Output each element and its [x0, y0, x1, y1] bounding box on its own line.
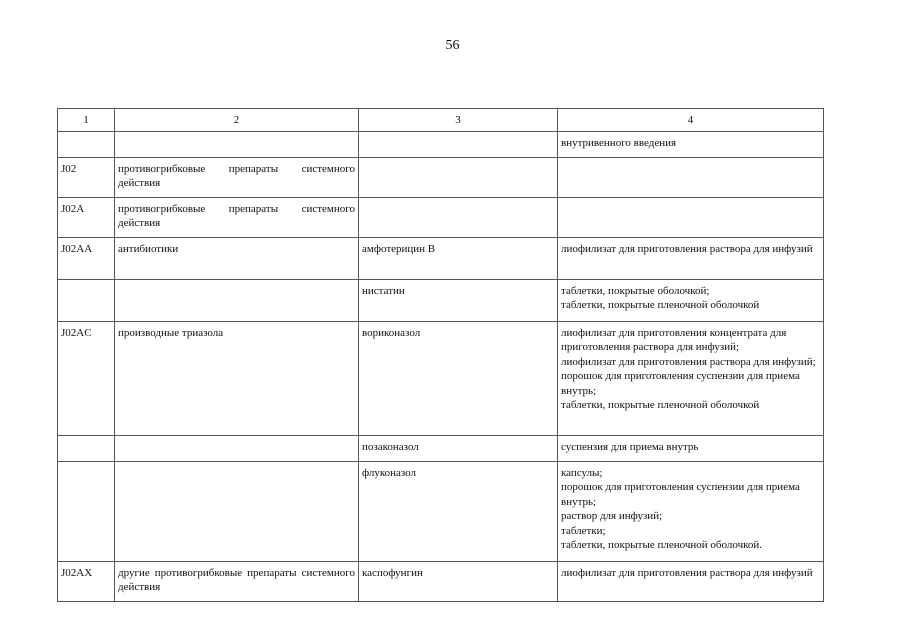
- column-header-2: 2: [115, 109, 359, 132]
- group-cell: [115, 435, 359, 461]
- group-cell: противогрибковые препараты системного действия: [115, 157, 359, 197]
- drug-name-cell: амфотерицин В: [359, 237, 558, 279]
- dosage-form-line: порошок для приготовления суспензии для приема внутрь;: [561, 481, 800, 508]
- group-cell: противогрибковые препараты системного действия: [115, 197, 359, 237]
- table-row: [58, 237, 824, 279]
- group-cell: антибиотики: [115, 237, 359, 279]
- dosage-forms-cell: [558, 279, 824, 321]
- atc-code-cell: [58, 435, 115, 461]
- drug-name-cell: [359, 157, 558, 197]
- column-header-3: 3: [359, 109, 558, 132]
- dosage-form-line: лиофилизат для приготовления концентрата для приготовления раствора для инфузий;: [561, 326, 787, 353]
- table-header-row: [58, 109, 824, 132]
- dosage-forms-cell: [558, 561, 824, 601]
- dosage-form-line: таблетки, покрытые оболочкой;: [561, 284, 710, 297]
- drug-name-cell: позаконазол: [359, 435, 558, 461]
- dosage-form-line: таблетки, покрытые пленочной оболочкой.: [561, 539, 763, 551]
- atc-code-cell: [58, 461, 115, 561]
- dosage-form-line: лиофилизат для приготовления раствора для инфузий: [561, 566, 813, 579]
- atc-code-cell: J02AX: [58, 561, 115, 601]
- group-cell: [115, 131, 359, 157]
- atc-code-cell: [58, 131, 115, 157]
- table-body: [58, 131, 824, 601]
- dosage-forms-cell: [558, 321, 824, 435]
- table-row: [58, 435, 824, 461]
- dosage-form-line: раствор для инфузий;: [561, 510, 663, 522]
- dosage-form-line: порошок для приготовления суспензии для приема внутрь;: [561, 370, 800, 397]
- drug-name-cell: [359, 197, 558, 237]
- group-cell: производные триазола: [115, 321, 359, 435]
- table-row: [58, 561, 824, 601]
- atc-code-cell: J02A: [58, 197, 115, 237]
- table-row: [58, 279, 824, 321]
- dosage-form-line: лиофилизат для приготовления раствора для инфузий: [561, 242, 813, 255]
- dosage-forms-cell: [558, 237, 824, 279]
- drug-classification-table: [57, 108, 824, 602]
- column-header-4: 4: [558, 109, 824, 132]
- dosage-form-line: капсулы;: [561, 466, 603, 479]
- drug-name-cell: [359, 131, 558, 157]
- dosage-forms-cell: [558, 461, 824, 561]
- column-header-1: 1: [58, 109, 115, 132]
- dosage-forms-cell: [558, 435, 824, 461]
- page-number: 56: [445, 38, 460, 53]
- atc-code-cell: [58, 279, 115, 321]
- dosage-form-line: суспензия для приема внутрь: [561, 440, 699, 453]
- dosage-form-line: таблетки, покрытые пленочной оболочкой: [561, 299, 760, 311]
- table-row: [58, 197, 824, 237]
- group-cell: другие противогрибковые препараты системного действия: [115, 561, 359, 601]
- drug-name-cell: вориконазол: [359, 321, 558, 435]
- dosage-forms-cell: [558, 131, 824, 157]
- table-row: [58, 461, 824, 561]
- group-cell: [115, 279, 359, 321]
- dosage-forms-cell: [558, 157, 824, 197]
- group-cell: [115, 461, 359, 561]
- drug-name-cell: нистатин: [359, 279, 558, 321]
- drug-name-cell: каспофунгин: [359, 561, 558, 601]
- dosage-form-line: таблетки;: [561, 524, 606, 537]
- dosage-form-line: внутривенного введения: [561, 136, 677, 149]
- drug-name-cell: флуконазол: [359, 461, 558, 561]
- atc-code-cell: J02: [58, 157, 115, 197]
- atc-code-cell: J02AC: [58, 321, 115, 435]
- dosage-form-line: лиофилизат для приготовления раствора для инфузий;: [561, 355, 816, 368]
- table-row: [58, 321, 824, 435]
- dosage-form-line: таблетки, покрытые пленочной оболочкой: [561, 399, 760, 411]
- table-row: [58, 157, 824, 197]
- dosage-forms-cell: [558, 197, 824, 237]
- atc-code-cell: J02AA: [58, 237, 115, 279]
- table-row: [58, 131, 824, 157]
